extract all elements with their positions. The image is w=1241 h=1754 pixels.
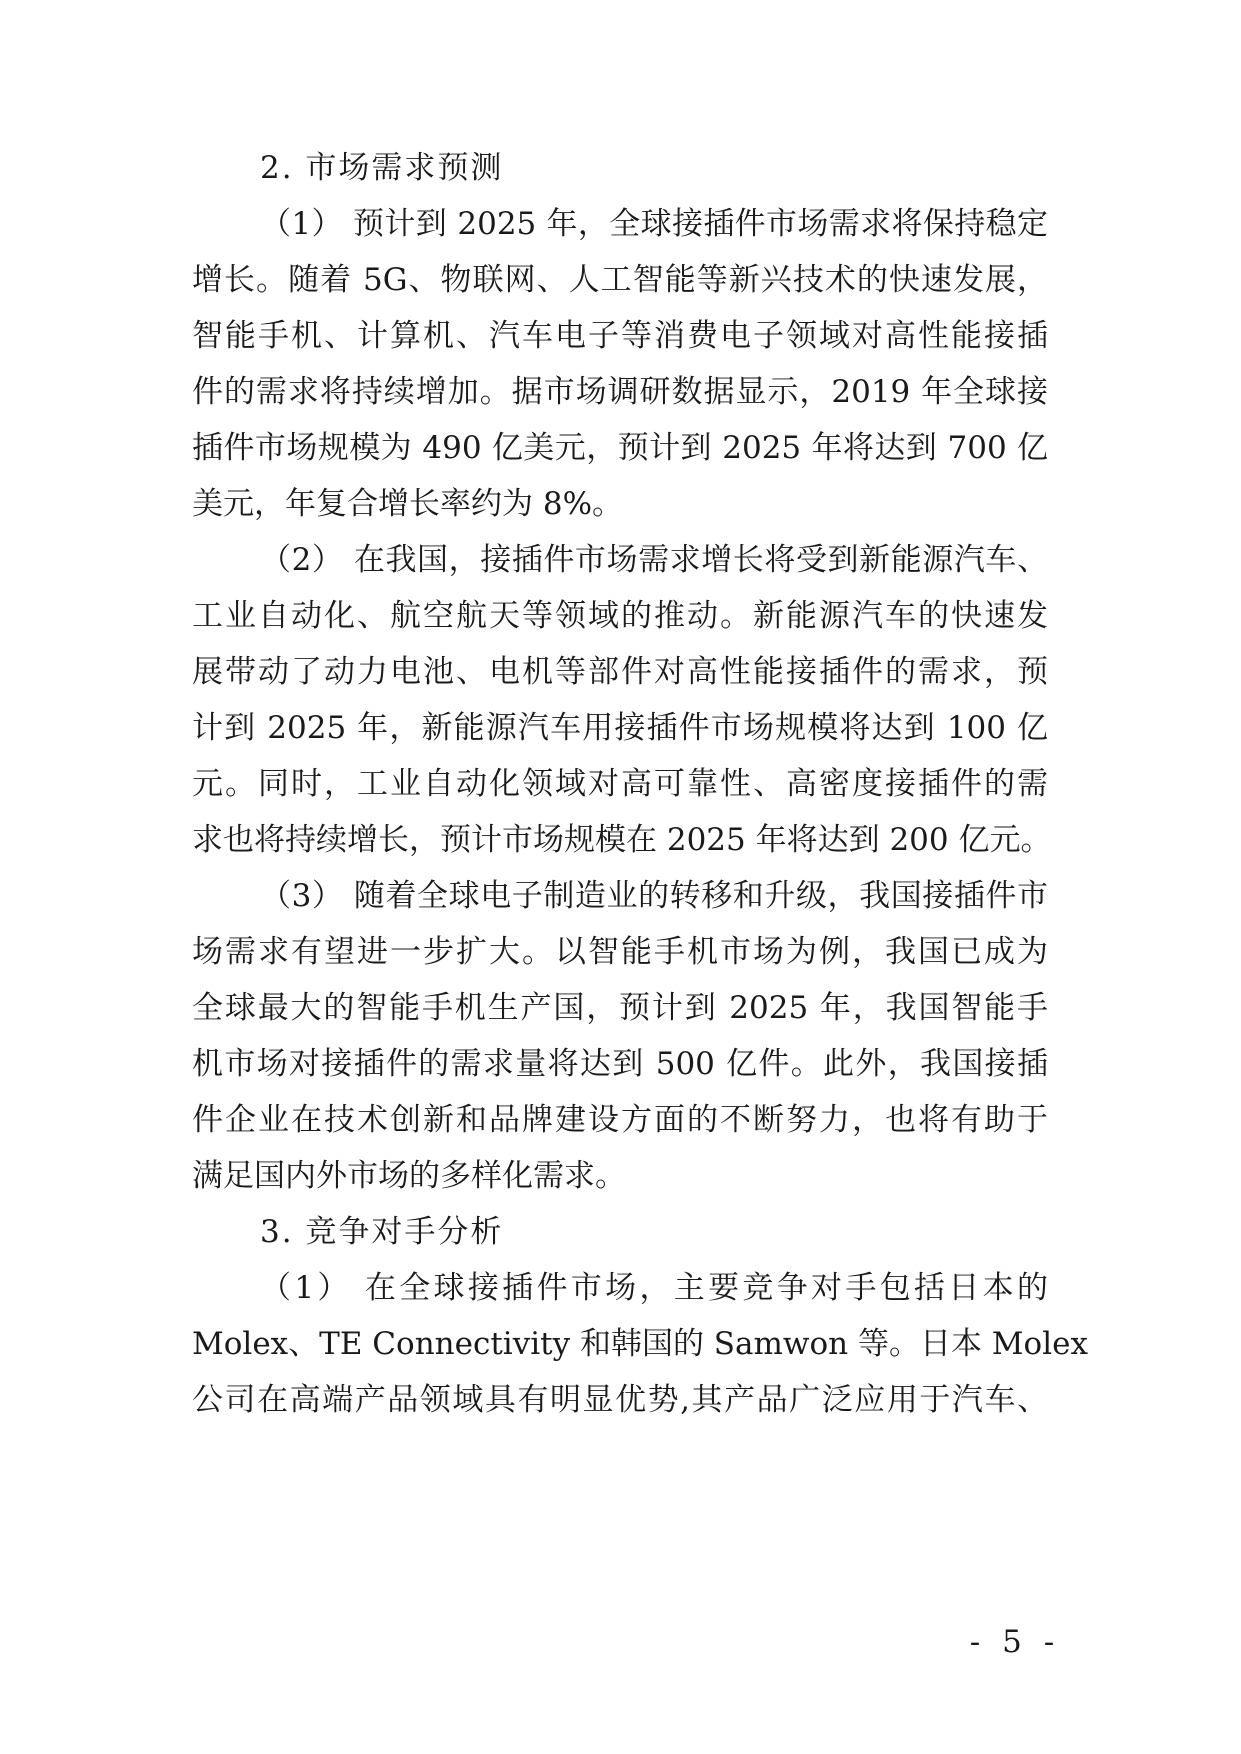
paragraph-line: （2） 在我国，接插件市场需求增长将受到新能源汽车、 xyxy=(260,542,1048,578)
paragraph-line: 插件市场规模为 490 亿美元，预计到 2025 年将达到 700 亿 xyxy=(192,430,1048,466)
paragraph-line: （1） 在全球接插件市场，主要竞争对手包括日本的 xyxy=(260,1270,1048,1306)
paragraph-line: 件企业在技术创新和品牌建设方面的不断努力，也将有助于 xyxy=(192,1102,1048,1138)
section-heading: 2. 市场需求预测 xyxy=(260,150,504,186)
paragraph-line: Molex、TE Connectivity 和韩国的 Samwon 等。日本 Molex xyxy=(192,1326,1088,1362)
paragraph-line: （1） 预计到 2025 年，全球接插件市场需求将保持稳定 xyxy=(260,206,1048,242)
paragraph-line: 件的需求将持续增加。据市场调研数据显示，2019 年全球接 xyxy=(192,374,1048,410)
paragraph-line: 全球最大的智能手机生产国，预计到 2025 年，我国智能手 xyxy=(192,990,1048,1026)
paragraph-line: 场需求有望进一步扩大。以智能手机市场为例，我国已成为 xyxy=(192,934,1048,970)
paragraph-line: （3） 随着全球电子制造业的转移和升级，我国接插件市 xyxy=(260,878,1048,914)
paragraph-line: 元。同时，工业自动化领域对高可靠性、高密度接插件的需 xyxy=(192,766,1048,802)
paragraph-line: 工业自动化、航空航天等领域的推动。新能源汽车的快速发 xyxy=(192,598,1048,634)
paragraph-line: 美元，年复合增长率约为 8%。 xyxy=(192,486,624,522)
section-heading: 3. 竞争对手分析 xyxy=(260,1214,504,1250)
paragraph-line: 求也将持续增长，预计市场规模在 2025 年将达到 200 亿元。 xyxy=(192,822,1052,858)
paragraph-line: 展带动了动力电池、电机等部件对高性能接插件的需求，预 xyxy=(192,654,1048,690)
paragraph-line: 增长。随着 5G、物联网、人工智能等新兴技术的快速发展， xyxy=(192,262,1048,298)
paragraph-line: 智能手机、计算机、汽车电子等消费电子领域对高性能接插 xyxy=(192,318,1048,354)
paragraph-line: 计到 2025 年，新能源汽车用接插件市场规模将达到 100 亿 xyxy=(192,710,1048,746)
paragraph-line: 机市场对接插件的需求量将达到 500 亿件。此外，我国接插 xyxy=(192,1046,1048,1082)
page-number: - 5 - xyxy=(969,1624,1061,1660)
paragraph-line: 满足国内外市场的多样化需求。 xyxy=(192,1158,626,1194)
paragraph-line: 公司在高端产品领域具有明显优势,其产品广泛应用于汽车、 xyxy=(192,1382,1048,1418)
